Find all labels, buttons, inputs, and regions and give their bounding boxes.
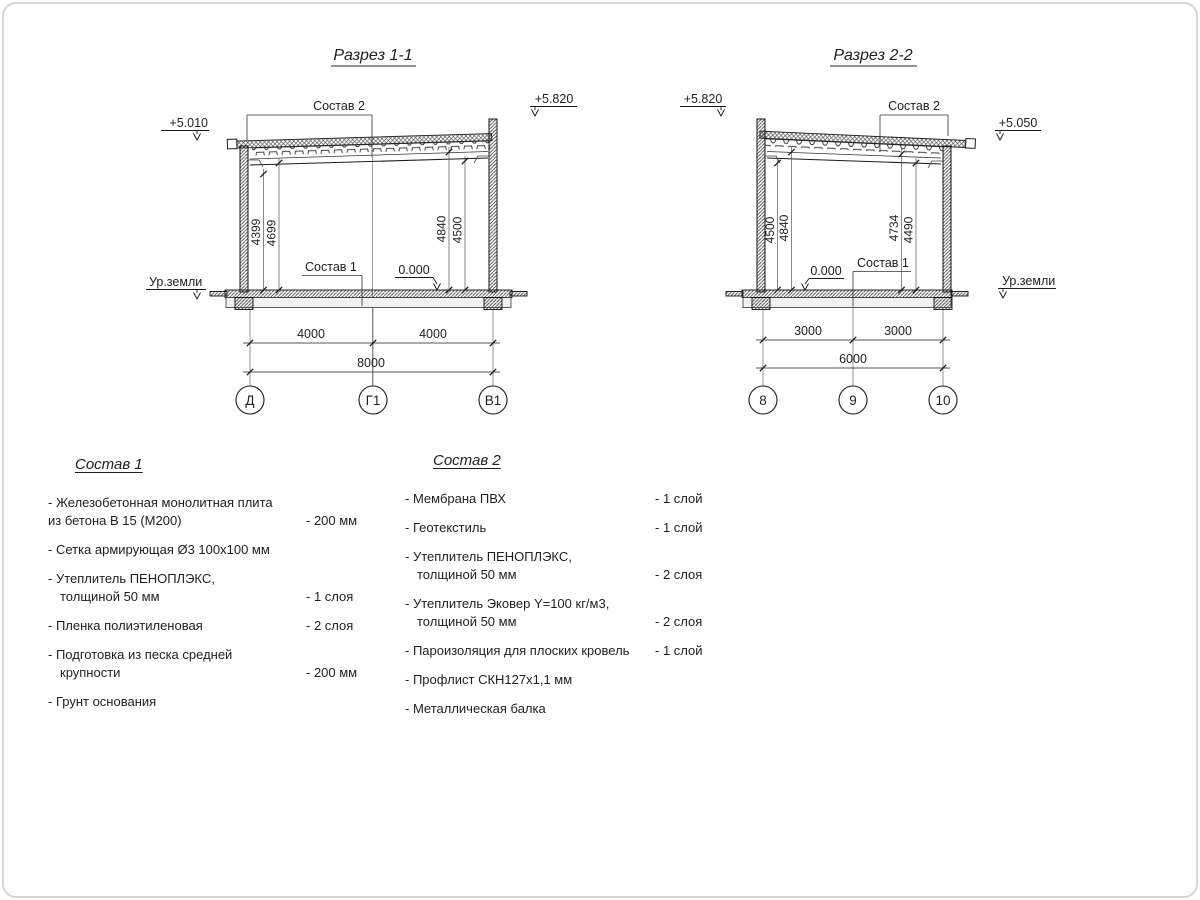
zero-level-mark <box>802 264 845 290</box>
axis-bubble-label: Г1 <box>365 393 381 408</box>
axis-bubble-label: В1 <box>484 393 502 408</box>
dim-span1: 4000 <box>297 327 325 341</box>
zero-level-label: 0.000 <box>398 263 430 277</box>
sostav2-title: Состав 2 <box>433 452 501 469</box>
elevation-right-label: +5.050 <box>998 116 1038 130</box>
list-item <box>48 570 360 606</box>
item-value: - 200 мм <box>306 665 358 680</box>
list-item <box>48 617 360 635</box>
ground-level-label: Ур.земли <box>1002 274 1056 288</box>
dim-v3: 4840 <box>434 215 449 243</box>
elevation-right <box>995 116 1041 140</box>
elevation-left <box>161 116 209 140</box>
section-2-title: Разрез 2-2 <box>833 47 913 64</box>
item-value: - 2 слоя <box>655 567 703 582</box>
floor-callout-label: Состав 1 <box>857 256 909 270</box>
dim-span2: 3000 <box>884 324 912 338</box>
floor-assembly <box>726 290 968 310</box>
list-item <box>405 642 710 660</box>
item-text: - Железобетонная монолитная плита <box>48 495 273 510</box>
item-text: - Пленка полиэтиленовая <box>48 618 203 633</box>
elevation-left <box>680 92 726 116</box>
list-item <box>405 490 710 508</box>
dim-total: 8000 <box>357 356 385 370</box>
dim-span2: 4000 <box>419 327 447 341</box>
item-value: - 2 слоя <box>306 618 354 633</box>
sostav1-title: Состав 1 <box>75 456 143 473</box>
item-text: - Пароизоляция для плоских кровель <box>405 643 630 658</box>
elevation-left-label: +5.010 <box>169 116 208 130</box>
item-text: - Металлическая балка <box>405 701 546 716</box>
floor-assembly <box>210 290 527 310</box>
ground-level-mark <box>998 274 1056 298</box>
elevation-right-label: +5.820 <box>534 92 574 106</box>
elevation-right <box>530 92 577 116</box>
item-value: - 1 слой <box>655 520 703 535</box>
dim-total: 6000 <box>839 352 867 366</box>
dim-v2: 4840 <box>777 214 791 242</box>
item-value: - 1 слоя <box>306 589 354 604</box>
axis-bubble-label: Д <box>245 393 255 408</box>
item-text: - Подготовка из песка средней <box>48 647 233 662</box>
section-1-title: Разрез 1-1 <box>333 47 413 64</box>
zero-level-mark <box>395 263 441 290</box>
dim-v1: 4399 <box>249 218 263 246</box>
floor-callout-label: Состав 1 <box>305 260 357 274</box>
dim-v4: 4500 <box>450 216 465 244</box>
item-text: - Утеплитель ПЕНОПЛЭКС, <box>405 549 572 564</box>
list-item <box>405 548 710 584</box>
list-item <box>48 693 360 711</box>
ground-level-label: Ур.земли <box>149 275 203 289</box>
item-text: - Сетка армирующая Ø3 100х100 мм <box>48 542 270 557</box>
dim-span1: 3000 <box>794 324 822 338</box>
zero-level-label: 0.000 <box>810 264 842 278</box>
list-item <box>405 595 710 631</box>
roof-callout-label: Состав 2 <box>313 99 365 113</box>
elevation-left-label: +5.820 <box>683 92 723 106</box>
sostav1-list <box>48 456 360 722</box>
item-text: - Грунт основания <box>48 694 157 709</box>
item-text: толщиной 50 мм <box>417 567 517 582</box>
dim-v1: 4500 <box>763 216 777 244</box>
item-text: из бетона В 15 (М200) <box>48 513 182 528</box>
item-text: - Утеплитель Эковер Y=100 кг/м3, <box>405 596 610 611</box>
item-text: - Утеплитель ПЕНОПЛЭКС, <box>48 571 215 586</box>
item-text: - Профлист СКН127х1,1 мм <box>405 672 573 687</box>
list-item <box>405 700 710 718</box>
list-item <box>48 541 360 559</box>
vertical-dimensions <box>249 147 468 293</box>
item-value: - 1 слой <box>655 491 703 506</box>
roof-callout-label: Состав 2 <box>888 99 940 113</box>
item-text: толщиной 50 мм <box>417 614 517 629</box>
section-2-2 <box>680 47 1056 414</box>
axis-bubble-label: 8 <box>759 393 767 408</box>
item-text: толщиной 50 мм <box>60 589 160 604</box>
ground-level-mark <box>146 275 206 299</box>
item-value: - 1 слой <box>655 643 703 658</box>
list-item <box>405 519 710 537</box>
item-value: - 2 слоя <box>655 614 703 629</box>
dim-v4: 4490 <box>901 216 916 244</box>
dim-v2: 4699 <box>264 219 279 247</box>
axis-bubble-label: 9 <box>849 393 857 408</box>
list-item <box>48 494 360 530</box>
sostav2-list <box>405 452 710 729</box>
bottom-dimensions <box>749 306 957 414</box>
list-item <box>405 671 710 689</box>
item-value: - 200 мм <box>306 513 358 528</box>
item-text: - Геотекстиль <box>405 520 487 535</box>
dim-v3: 4734 <box>887 214 901 242</box>
axis-bubble-label: 10 <box>935 393 951 408</box>
item-text: крупности <box>60 665 121 680</box>
list-item <box>48 646 360 682</box>
section-1-1 <box>146 47 577 414</box>
bottom-dimensions <box>236 308 507 414</box>
item-text: - Мембрана ПВХ <box>405 491 506 506</box>
